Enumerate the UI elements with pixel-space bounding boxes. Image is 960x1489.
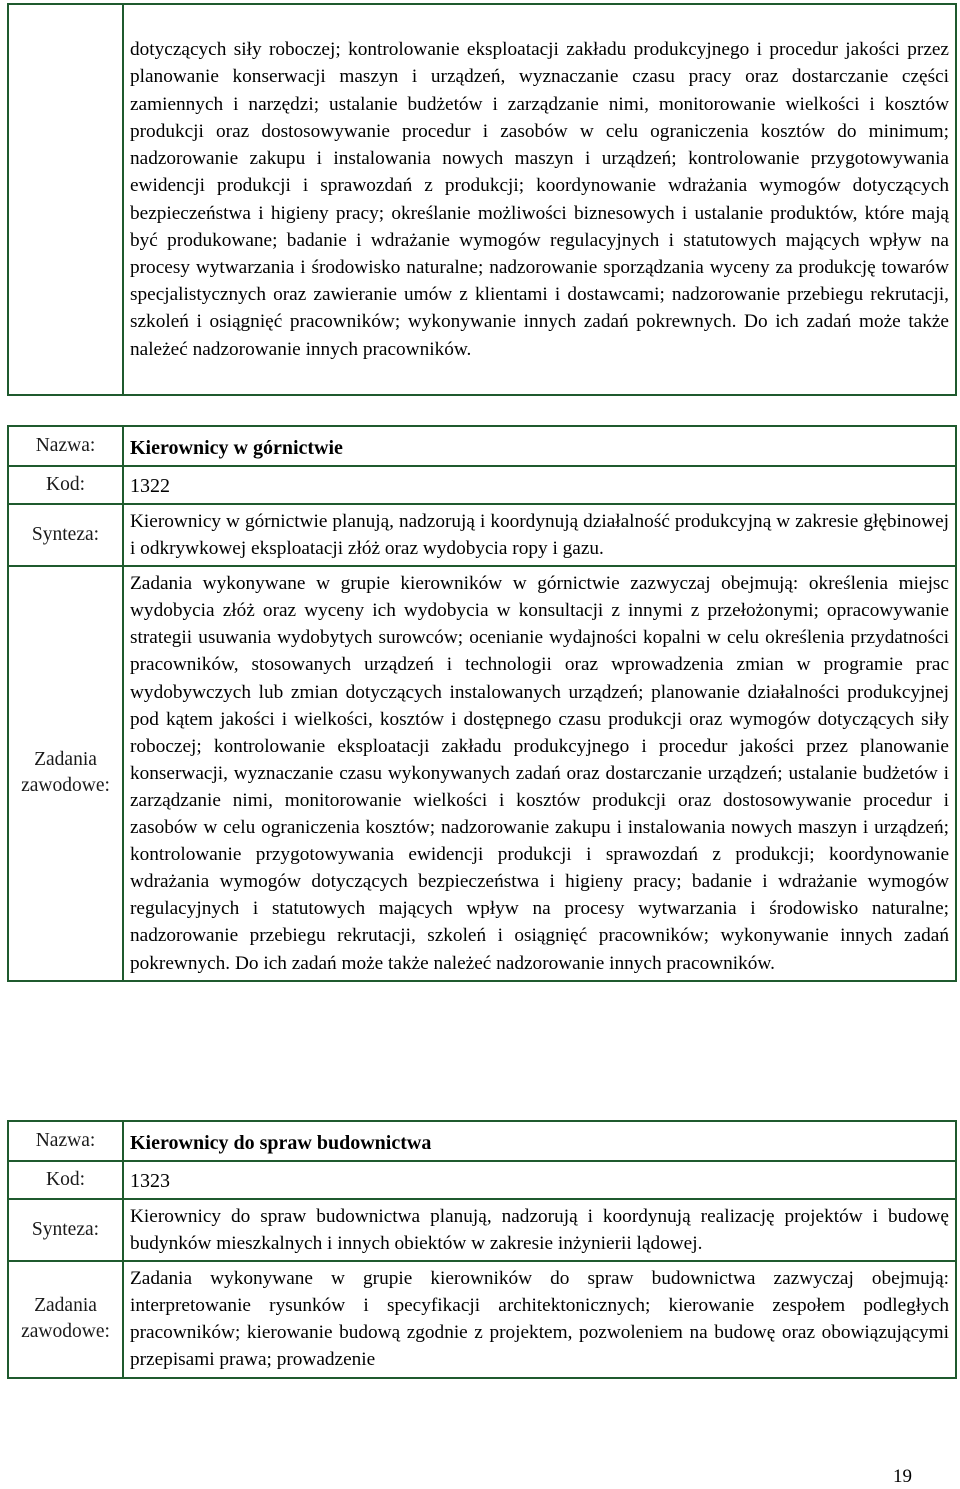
continuation-tasks-text: dotyczących siły roboczej; kontrolowanie eksploatacji zakładu produkcyjnego i procedur jakości przez planowanie konserwacji maszyn i urządzeń, wyznaczanie czasu pracy oraz dostarczanie części zamiennych i narzędzi; ustalanie budżetów i zarządzanie nimi, monitorowanie wielkości i kosztów produkcji oraz dostosowywanie procedur i zasobów w celu ograniczenia kosztów do minimum; nadzorowanie zakupu i instalowania nowych maszyn i urządzeń; kontrolowanie przygotowywania ewidencji produkcji i sprawozdań z produkcji; koordynowanie wdrażania wymogów dotyczących bezpieczeństwa i higieny pracy; określanie możliwości biznesowych i ustalanie produktów, które mają być produkowane; badanie i wdrażanie wymogów regulacyjnych i statutowych mających wpływ na procesy wytwarzania i środowisko naturalne; nadzorowanie sporządzania wyceny za produkcję towarów specjalistycznych oraz zawieranie umów z klientami i dostawcami; nadzorowanie przebiegu rekrutacji, szkoleń i osiągnięć pracowników; wykonywanie innych zadań pokrewnych. Do ich zadań może także należeć nadzorowanie innych pracowników.	[123, 4, 956, 395]
tasks-label-line1: Zadania	[34, 749, 97, 771]
occupation-tasks: Zadania wykonywane w grupie kierowników do spraw budownictwa zazwyczaj obejmują: interpretowanie rysunków i specyfikacji architektonicznych; kierowanie zespołem podległych pracowników; kierowanie budową zgodnie z projektem, pozwoleniem na budowę oraz obowiązującymi przepisami prawa; prowadzenie	[123, 1261, 956, 1377]
occupation-name: Kierownicy w górnictwie	[123, 426, 956, 466]
code-label: Kod:	[8, 1161, 123, 1199]
occupation-code: 1322	[123, 466, 956, 504]
occupation-synthesis: Kierownicy do spraw budownictwa planują, nadzorują i koordynują realizację projektów i budowę budynków mieszkalnych i innych obiektów w zakresie inżynierii lądowej.	[123, 1199, 956, 1261]
tasks-label-line2: zawodowe:	[21, 775, 110, 797]
code-label: Kod:	[8, 466, 123, 504]
tasks-label	[8, 1261, 123, 1377]
occupation-code: 1323	[123, 1161, 956, 1199]
page-number: 19	[893, 1466, 912, 1487]
name-label: Nazwa:	[8, 426, 123, 466]
synthesis-label: Synteza:	[8, 504, 123, 566]
synthesis-label: Synteza:	[8, 1199, 123, 1261]
name-label: Nazwa:	[8, 1121, 123, 1161]
tasks-label-line1: Zadania	[34, 1295, 97, 1317]
empty-label-cell	[8, 4, 123, 395]
tasks-label	[8, 566, 123, 980]
tasks-label-line2: zawodowe:	[21, 1321, 110, 1343]
occupation-table-1322	[7, 425, 957, 982]
occupation-name: Kierownicy do spraw budownictwa	[123, 1121, 956, 1161]
occupation-synthesis: Kierownicy w górnictwie planują, nadzorują i koordynują działalność produkcyjną w zakresie głębinowej i odkrywkowej eksploatacji złóż oraz wydobycia ropy i gazu.	[123, 504, 956, 566]
occupation-table-1323	[7, 1120, 957, 1379]
occupation-tasks: Zadania wykonywane w grupie kierowników w górnictwie zazwyczaj obejmują: określenia miejsc wydobycia złóż oraz wyceny ich wydobycia w konsultacji z innymi z przełożonymi; opracowywanie strategii usuwania wydobytych surowców; ocenianie wydajności kopalni w celu określenia przydatności pracowników, stosowanych urządzeń i technologii oraz wprowadzenia zmian w programie prac wydobywczych lub zmian dotyczących instalowanych urządzeń; planowanie działalności produkcyjnej pod kątem jakości i wielkości, kosztów i dostępnego czasu produkcji oraz wymogów dotyczących siły roboczej; kontrolowanie eksploatacji zakładu produkcyjnego i procedur jakości przez planowanie konserwacji, wyznaczanie czasu wykonywanych zadań oraz dostarczanie urządzeń; ustalanie budżetów i zarządzanie nimi, monitorowanie wielkości i kosztów produkcji oraz dostosowywanie procedur i zasobów w celu ograniczenia kosztów; nadzorowanie zakupu i instalowania nowych maszyn i urządzeń; kontrolowanie przygotowywania ewidencji produkcji i sprawozdań z produkcji; koordynowanie wdrażania wymogów dotyczących bezpieczeństwa i higieny pracy; badanie i wdrażanie wymogów regulacyjnych i statutowych mających wpływ na procesy wytwarzania i środowisko naturalne; nadzorowanie przebiegu rekrutacji, szkoleń i osiągnięć pracowników; wykonywanie innych zadań pokrewnych. Do ich zadań może także należeć nadzorowanie innych pracowników.	[123, 566, 956, 980]
continuation-table	[7, 3, 957, 396]
